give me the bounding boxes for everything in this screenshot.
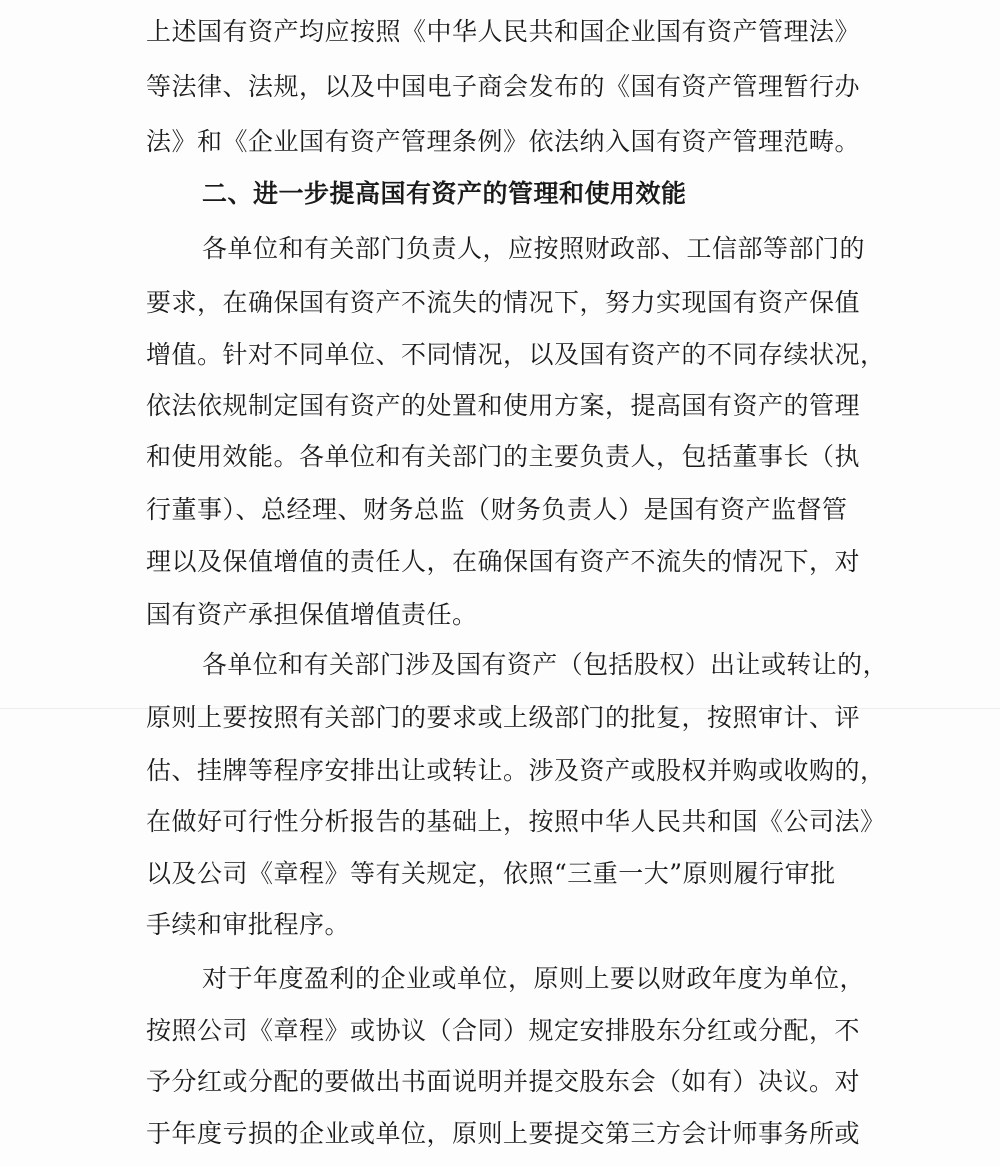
body-line: 估、挂牌等程序安排出让或转让。涉及资产或股权并购或收购的，: [146, 756, 886, 785]
body-line: 要求，在确保国有资产不流失的情况下，努力实现国有资产保值: [146, 288, 861, 317]
body-line: 各单位和有关部门涉及国有资产（包括股权）出让或转让的，: [202, 650, 888, 679]
body-line: 于年度亏损的企业或单位，原则上要提交第三方会计师事务所或: [146, 1119, 861, 1148]
body-line: 在做好可行性分析报告的基础上，按照中华人民共和国《公司法》: [146, 807, 886, 836]
body-line: 理以及保值增值的责任人，在确保国有资产不流失的情况下，对: [146, 547, 861, 576]
body-line: 增值。针对不同单位、不同情况，以及国有资产的不同存续状况，: [146, 340, 886, 369]
body-line: 国有资产承担保值增值责任。: [146, 600, 478, 629]
body-line: 依法依规制定国有资产的处置和使用方案，提高国有资产的管理: [146, 391, 861, 420]
body-line: 原则上要按照有关部门的要求或上级部门的批复，按照审计、评: [146, 703, 861, 732]
body-line: 法》和《企业国有资产管理条例》依法纳入国有资产管理范畴。: [146, 127, 861, 156]
body-line: 各单位和有关部门负责人，应按照财政部、工信部等部门的: [202, 234, 866, 263]
body-line: 按照公司《章程》或协议（合同）规定安排股东分红或分配，不: [146, 1016, 861, 1045]
body-line: 予分红或分配的要做出书面说明并提交股东会（如有）决议。对: [146, 1067, 861, 1096]
body-line: 和使用效能。各单位和有关部门的主要负责人，包括董事长（执: [146, 442, 861, 471]
section-heading: 二、进一步提高国有资产的管理和使用效能: [202, 179, 687, 208]
body-line: 以及公司《章程》等有关规定，依照“三重一大”原则履行审批: [146, 859, 836, 888]
body-line: 对于年度盈利的企业或单位，原则上要以财政年度为单位，: [202, 964, 866, 993]
body-line: 等法律、法规，以及中国电子商会发布的《国有资产管理暂行办: [146, 72, 861, 101]
body-line: 手续和审批程序。: [146, 910, 351, 939]
body-line: 上述国有资产均应按照《中华人民共和国企业国有资产管理法》: [146, 17, 861, 46]
body-line: 行董事）、总经理、财务总监（财务负责人）是国有资产监督管: [146, 495, 848, 524]
